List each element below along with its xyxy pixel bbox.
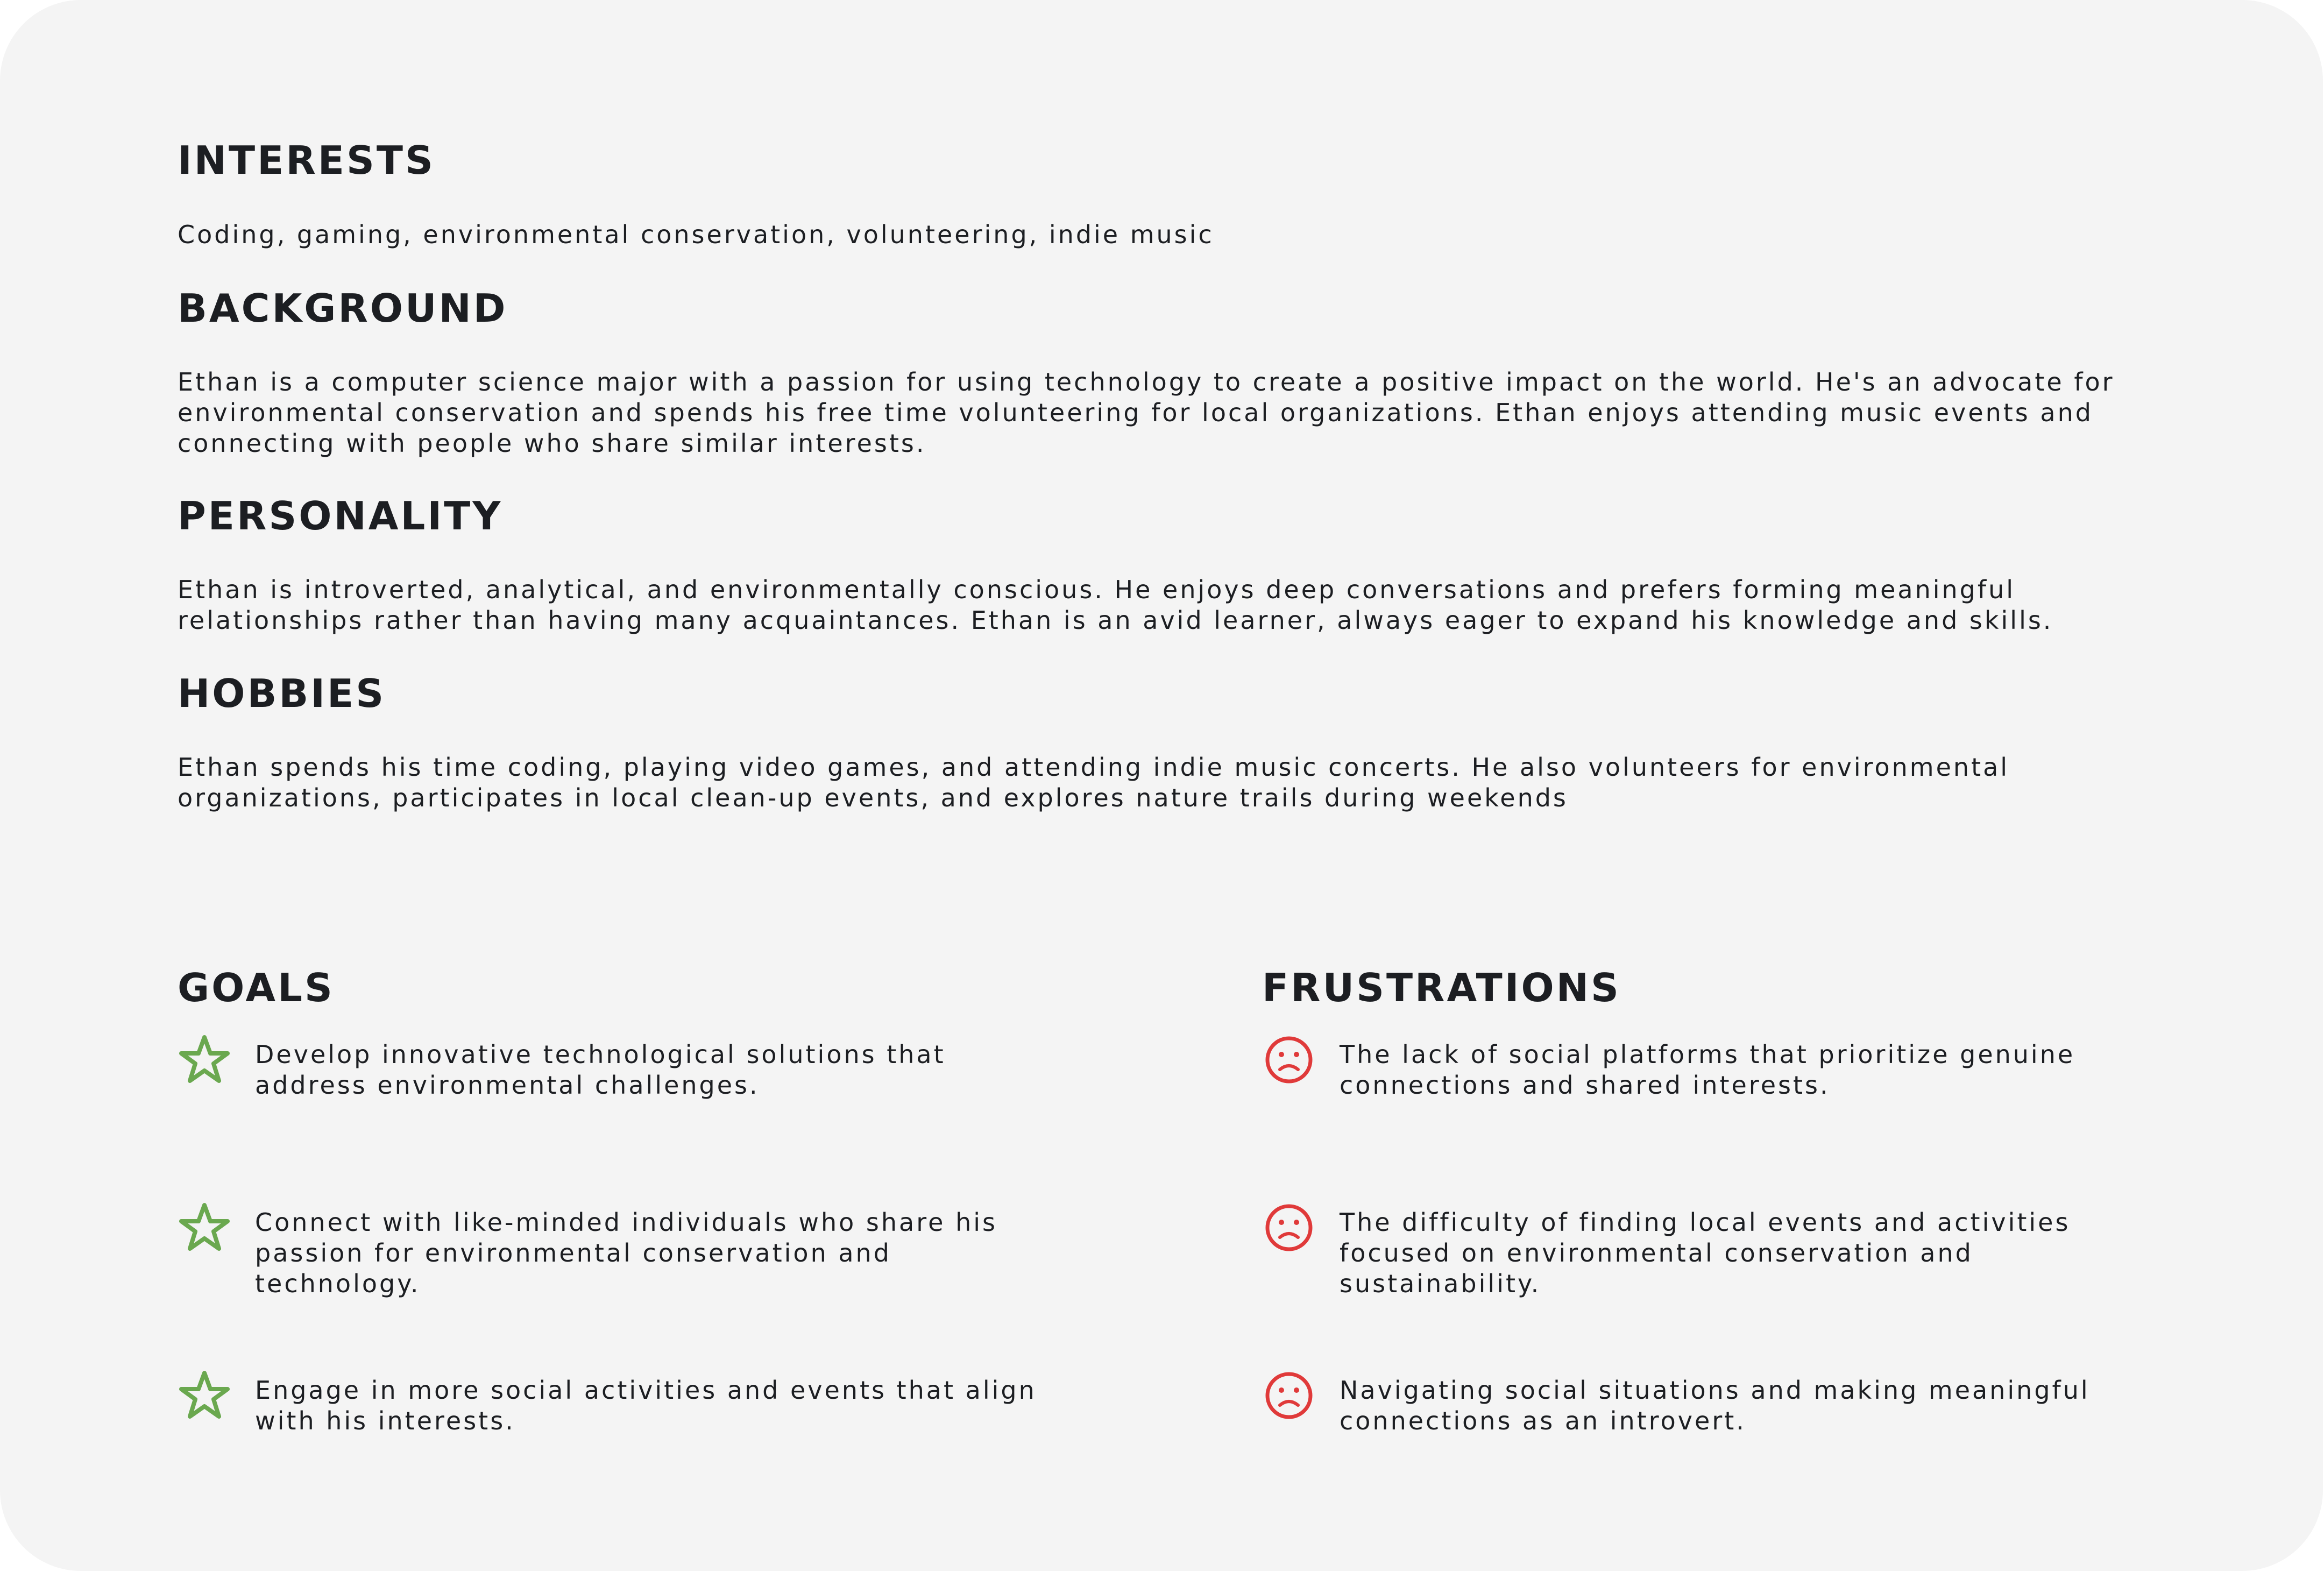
sad-face-icon [1262,1033,1316,1087]
frustrations-title: FRUSTRATIONS [1262,965,1621,1010]
star-icon [178,1201,231,1255]
goal-item-text: Engage in more social activities and events that align with his interests. [255,1376,1037,1435]
star-icon [178,1033,231,1087]
frustration-item [1262,1207,2093,1299]
goal-item [178,1039,1062,1101]
background-text: Ethan is a computer science major with a passion for using technology to create a positive impact on the world. He's an advocate for environmental conservation and spends his free time volunteering for local organizations. Ethan enjoys attending music events and connecting with people who share similar interests. [178,367,2115,458]
background-title: BACKGROUND [178,286,508,331]
goal-item-text: Develop innovative technological solutions that address environmental challenges. [255,1040,946,1100]
star-icon [178,1369,231,1422]
frustration-item-text: The lack of social platforms that prioritize genuine connections and shared interests. [1340,1040,2075,1100]
hobbies-text: Ethan spends his time coding, playing video games, and attending indie music concerts. He also volunteers for environmental organizations, participates in local clean-up events, and explores nature trails during weekends [178,753,2010,812]
hobbies-title: HOBBIES [178,671,386,716]
personality-title: PERSONALITY [178,493,503,539]
frustration-item [1262,1039,2093,1101]
frustration-item [1262,1375,2093,1436]
goals-title: GOALS [178,965,335,1010]
personality-text: Ethan is introverted, analytical, and environmentally conscious. He enjoys deep conversations and prefers forming meaningful relationships rather than having many acquaintances. Ethan is an avid learner, always eager to expand his knowledge and skills. [178,575,2053,635]
sad-face-icon [1262,1369,1316,1422]
sad-face-icon [1262,1201,1316,1255]
interests-text: Coding, gaming, environmental conservation, volunteering, indie music [178,220,1214,249]
frustration-item-text: Navigating social situations and making meaningful connections as an introvert. [1340,1376,2090,1435]
goal-item [178,1207,1062,1299]
goal-item [178,1375,1062,1436]
interests-title: INTERESTS [178,138,435,183]
frustration-item-text: The difficulty of finding local events and activities focused on environmental conservation and sustainability. [1340,1208,2071,1298]
goal-item-text: Connect with like-minded individuals who share his passion for environmental conservation and technology. [255,1208,997,1298]
